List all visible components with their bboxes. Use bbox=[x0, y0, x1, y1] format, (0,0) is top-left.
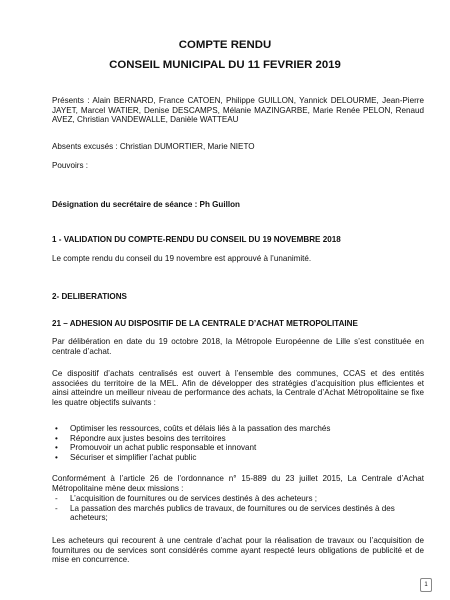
section1-text: Le compte rendu du conseil du 19 novembre est approuvé à l’unanimité. bbox=[52, 254, 312, 263]
list-item: - La passation des marchés publics de travaux, de fournitures ou de services destinés à des acheteurs; bbox=[55, 503, 395, 523]
bullet-icon: • bbox=[55, 452, 58, 462]
bullet-icon: • bbox=[55, 443, 58, 453]
section21-heading: 21 – ADHESION AU DISPOSITIF DE LA CENTRALE D’ACHAT METROPOLITAINE bbox=[52, 319, 358, 328]
section21-para3: Conformément à l’article 26 de l’ordonnance n° 15-889 du 23 juillet 2015, La Centrale d’Achat Métropolitaine mène deux missions : bbox=[52, 474, 424, 493]
missions-list bbox=[52, 494, 424, 523]
section21-para1: Par délibération en date du 19 octobre 2018, la Métropole Européenne de Lille s’est constituée en centrale d’achat. bbox=[52, 337, 424, 356]
page-number: 1 bbox=[420, 578, 432, 592]
bullet-icon: • bbox=[55, 433, 58, 443]
document-title: COMPTE RENDU bbox=[178, 39, 272, 51]
secretary-line: Désignation du secrétaire de séance : Ph Guillon bbox=[52, 200, 241, 209]
presents-paragraph: Présents : Alain BERNARD, France CATOEN, Philippe GUILLON, Yannick DELOURME, Jean-Pierre JAYET, Marcel WATIER, Denise DESCAMPS, Mélanie MAZINGARBE, Marie Renée PELON, Renaud AVEZ, Christian VANDEWALLE, Danièle WATTEAU bbox=[52, 96, 424, 125]
section21-para4: Les acheteurs qui recourent à une centrale d’achat pour la réalisation de travaux ou l’acquisition de fournitures ou de services sont considérés comme ayant respecté leurs obligations de publicité et de mise en concurrence. bbox=[52, 536, 424, 565]
bullet-icon: • bbox=[55, 424, 58, 433]
section21-para2: Ce dispositif d’achats centralisés est ouvert à l’ensemble des communes, CCAS et des entités associées du territoire de la MEL. Afin de développer des stratégies d’acquisition plus efficientes et ainsi atteindre un meilleur niveau de performance des achats, la Centrale d’Achat Métropolitaine se fixe les quatre objectifs suivants : bbox=[52, 369, 424, 407]
list-item: • Optimiser les ressources, coûts et délais liés à la passation des marchés bbox=[55, 424, 331, 433]
list-item: • Sécuriser et simplifier l’achat public bbox=[55, 452, 197, 462]
dash-icon: - bbox=[55, 503, 58, 513]
list-item: • Répondre aux justes besoins des territoires bbox=[55, 433, 226, 443]
document-subtitle: CONSEIL MUNICIPAL DU 11 FEVRIER 2019 bbox=[109, 59, 341, 71]
objectives-list bbox=[52, 424, 424, 462]
list-item: - L’acquisition de fournitures ou de services destinés à des acheteurs ; bbox=[55, 494, 318, 503]
pouvoirs-paragraph: Pouvoirs : bbox=[52, 161, 88, 170]
list-item: • Promouvoir un achat public responsable et innovant bbox=[55, 443, 257, 453]
dash-icon: - bbox=[55, 494, 58, 503]
section2-heading: 2- DELIBERATIONS bbox=[52, 292, 127, 301]
absents-paragraph: Absents excusés : Christian DUMORTIER, Marie NIETO bbox=[52, 142, 255, 151]
section1-heading: 1 - VALIDATION DU COMPTE-RENDU DU CONSEIL DU 19 NOVEMBRE 2018 bbox=[52, 235, 341, 244]
